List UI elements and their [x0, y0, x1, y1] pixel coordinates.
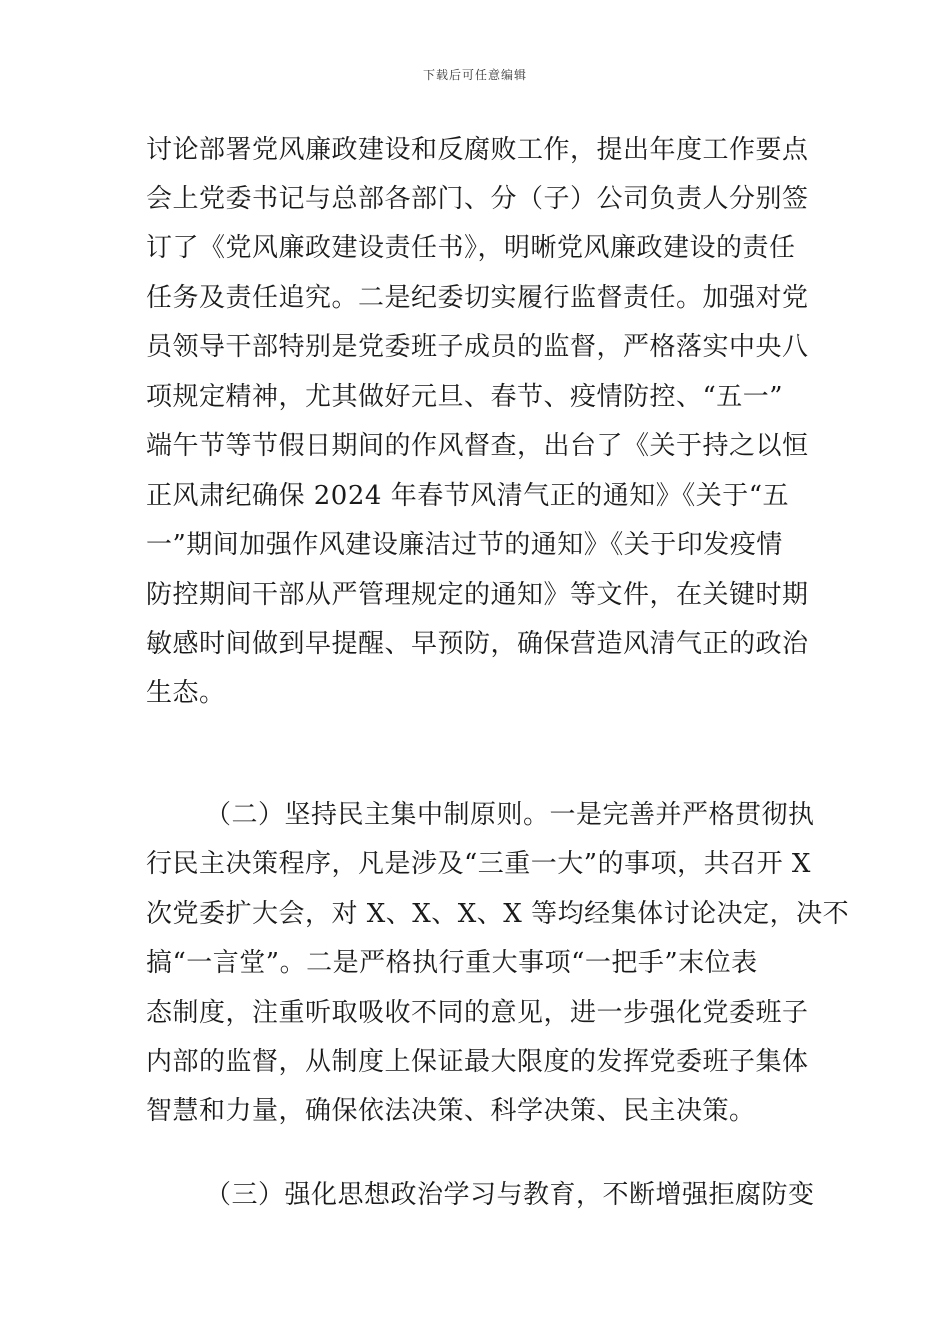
text-line: 搞“一言堂”。二是严格执行重大事项“一把手”末位表 [146, 948, 758, 978]
text-line: 态制度，注重听取吸收不同的意见，进一步强化党委班子 [146, 998, 809, 1028]
paragraph-heading-2: （二）坚持民主集中制原则。一是完善并严格贯彻执 [205, 800, 815, 830]
text-line: 任务及责任追究。二是纪委切实履行监督责任。加强对党 [146, 283, 809, 313]
text-line: 端午节等节假日期间的作风督查，出台了《关于持之以恒 [146, 431, 809, 461]
text-line: 讨论部署党风廉政建设和反腐败工作，提出年度工作要点 [146, 135, 809, 165]
text-line: 敏感时间做到早提醒、早预防，确保营造风清气正的政治 [146, 629, 809, 659]
text-line: 防控期间干部从严管理规定的通知》等文件，在关键时期 [146, 580, 809, 610]
text-line: 订了《党风廉政建设责任书》，明晰党风廉政建设的责任 [146, 233, 796, 263]
paragraph-heading-3: （三）强化思想政治学习与教育，不断增强拒腐防变 [205, 1180, 815, 1210]
text-line: 会上党委书记与总部各部门、分（子）公司负责人分别签 [146, 184, 809, 214]
text-line: 项规定精神，尤其做好元旦、春节、疫情防控、“五一” [146, 382, 784, 412]
text-line: 生态。 [146, 678, 226, 708]
text-line: 次党委扩大会，对 X、X、X、X 等均经集体讨论决定，决不 [146, 899, 850, 929]
text-line: 员领导干部特别是党委班子成员的监督，严格落实中央八 [146, 332, 809, 362]
text-line: 行民主决策程序，凡是涉及“三重一大”的事项，共召开 X [146, 849, 811, 879]
text-line: 正风肃纪确保 2024 年春节风清气正的通知》《关于“五 [146, 481, 789, 511]
text-line: 内部的监督，从制度上保证最大限度的发挥党委班子集体 [146, 1047, 809, 1077]
text-line: 智慧和力量，确保依法决策、科学决策、民主决策。 [146, 1096, 756, 1126]
page-header-note: 下载后可任意编辑 [422, 68, 527, 82]
text-line: 一”期间加强作风建设廉洁过节的通知》《关于印发疫情 [146, 530, 783, 560]
